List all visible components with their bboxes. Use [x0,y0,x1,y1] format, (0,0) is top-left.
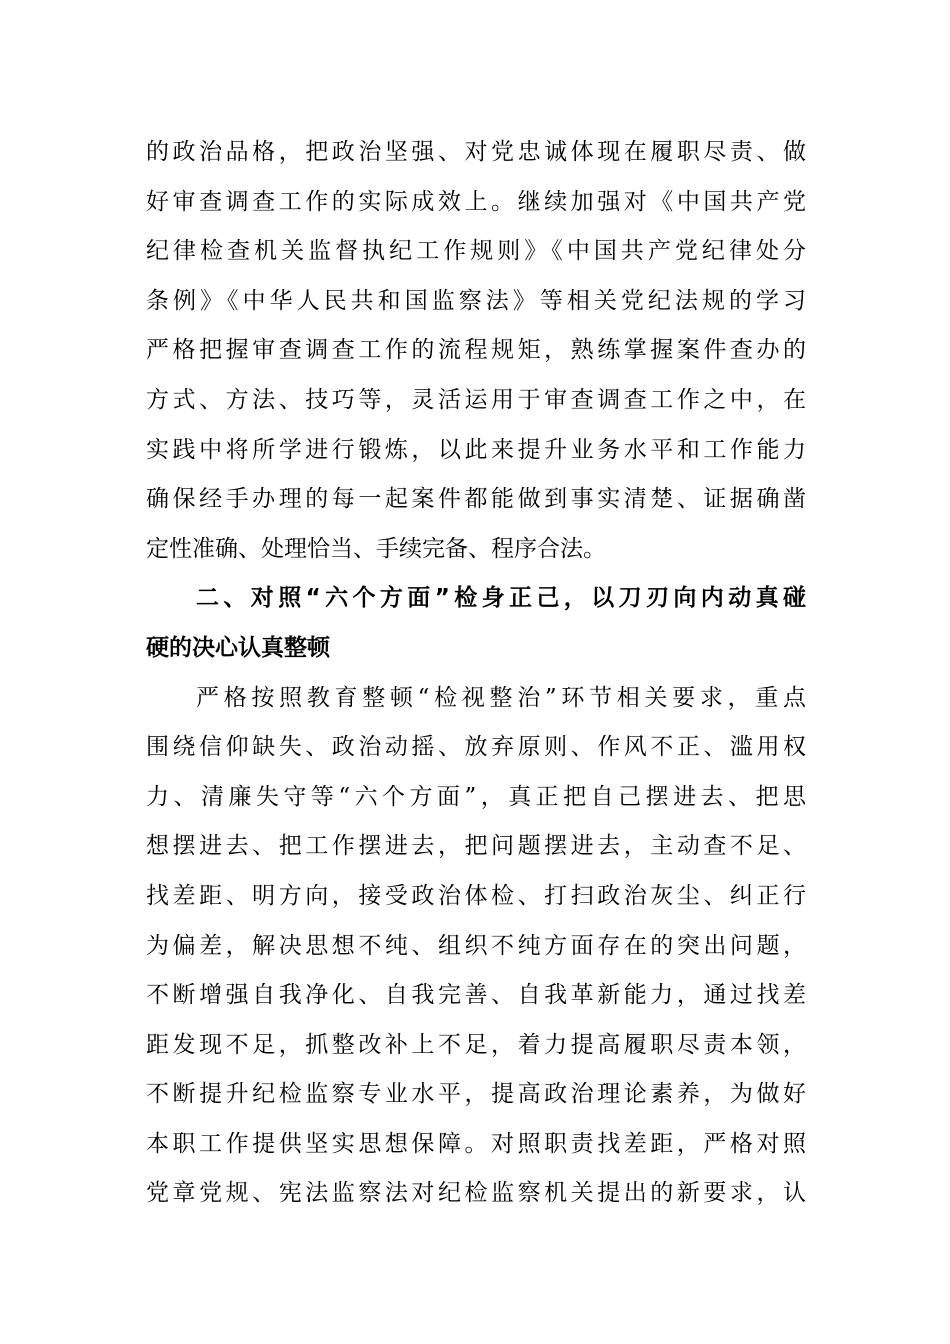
text-line: 严格把握审查调查工作的流程规矩，熟练掌握案件查办的 [146,337,806,364]
text-line: 条例》《中华人民共和国监察法》等相关党纪法规的学习 [146,287,806,314]
text-line: 围绕信仰缺失、政治动摇、放弃原则、作风不正、滥用权 [146,734,806,761]
heading-line: 二、对照“六个方面”检身正己，以刀刃向内动真碰 [196,585,806,612]
paragraph-1 [146,128,806,574]
section-heading [146,574,806,673]
text-line: 纪律检查机关监督执纪工作规则》《中国共产党纪律处分 [146,238,806,265]
text-line: 力、清廉失守等“六个方面”，真正把自己摆进去、把思 [146,783,806,810]
text-line: 想摆进去、把工作摆进去，把问题摆进去，主动查不足、 [146,833,806,860]
text-line: 本职工作提供坚实思想保障。对照职责找差距，严格对照 [146,1130,806,1157]
text-line: 方式、方法、技巧等，灵活运用于审查调查工作之中，在 [146,386,806,413]
text-line: 不断提升纪检监察专业水平，提高政治理论素养，为做好 [146,1081,806,1108]
text-line: 不断增强自我净化、自我完善、自我革新能力，通过找差 [146,982,806,1009]
paragraph-2 [146,674,806,1220]
text-line: 距发现不足，抓整改补上不足，着力提高履职尽责本领， [146,1031,806,1058]
heading-line: 硬的决心认真整顿 [146,634,330,661]
document-body [146,128,806,1219]
text-line: 的政治品格，把政治坚强、对党忠诚体现在履职尽责、做 [146,139,806,165]
text-line: 找差距、明方向，接受政治体检、打扫政治灰尘、纠正行 [146,882,806,909]
text-line: 党章党规、宪法监察法对纪检监察机关提出的新要求，认 [146,1180,806,1207]
text-line: 严格按照教育整顿“检视整治”环节相关要求，重点 [196,684,806,711]
text-line: 为偏差，解决思想不纯、组织不纯方面存在的突出问题， [146,932,806,959]
text-line: 定性准确、处理恰当、手续完备、程序合法。 [146,535,606,562]
text-line: 好审查调查工作的实际成效上。继续加强对《中国共产党 [146,188,806,215]
text-line: 确保经手办理的每一起案件都能做到事实清楚、证据确凿 [146,486,806,513]
text-line: 实践中将所学进行锻炼，以此来提升业务水平和工作能力 [146,436,806,463]
